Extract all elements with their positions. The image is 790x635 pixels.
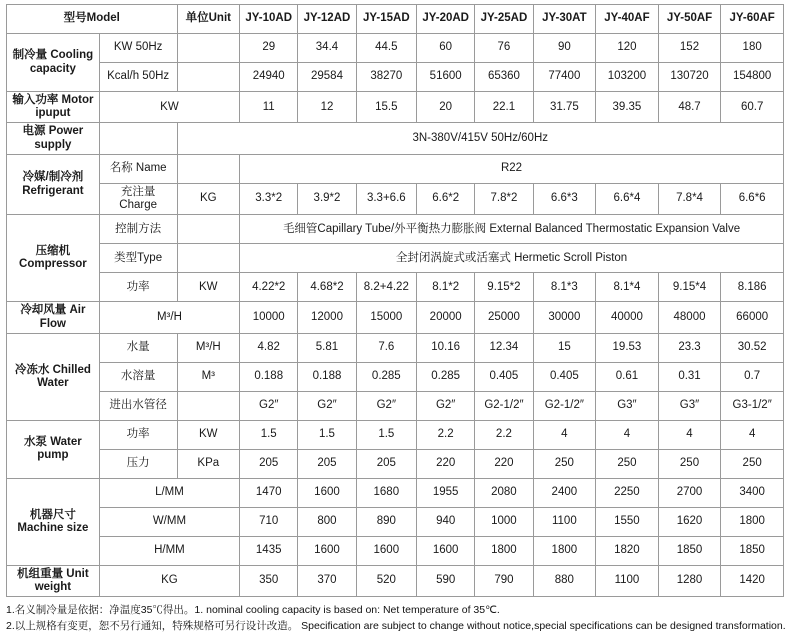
header-model-4: JY-20AD [417, 5, 475, 34]
row-sub-label [99, 123, 177, 154]
table-row [7, 420, 784, 449]
header-model-1: JY-10AD [240, 5, 298, 34]
row-value: 0.188 [240, 362, 298, 391]
table-row [7, 478, 784, 507]
row-value: 790 [475, 565, 533, 596]
row-unit-label [177, 215, 240, 244]
row-value: 15 [533, 333, 596, 362]
row-sub-label: 水溶量 [99, 362, 177, 391]
row-value: 29584 [298, 63, 356, 92]
row-value: 1420 [721, 565, 784, 596]
footnote-1: 1.名义制冷量是依据：净温度35℃得出。1. nominal cooling capacity is based on: Net temperature of 35℃. [6, 604, 500, 617]
row-value: 1850 [658, 536, 721, 565]
row-value: 1.5 [298, 420, 356, 449]
header-unit: 单位Unit [177, 5, 240, 34]
row-unit-label: KW [99, 92, 239, 123]
header-model-8: JY-50AF [658, 5, 721, 34]
row-value: 30000 [533, 302, 596, 333]
row-unit-label: KG [177, 183, 240, 214]
row-value: 2.2 [417, 420, 475, 449]
row-value: 15000 [356, 302, 416, 333]
row-value: 29 [240, 34, 298, 63]
row-value: 4 [658, 420, 721, 449]
row-value: 0.188 [298, 362, 356, 391]
row-value: 3400 [721, 478, 784, 507]
row-value: 7.8*4 [658, 183, 721, 214]
row-value: 1100 [596, 565, 659, 596]
row-value: 3.3*2 [240, 183, 298, 214]
row-value: 3.3+6.6 [356, 183, 416, 214]
row-value: 4 [596, 420, 659, 449]
row-value: 1280 [658, 565, 721, 596]
row-unit-label [177, 34, 240, 63]
header-model-5: JY-25AD [475, 5, 533, 34]
row-value: 19.53 [596, 333, 659, 362]
row-value: 8.2+4.22 [356, 273, 416, 302]
table-header-row [7, 5, 784, 34]
row-value: 31.75 [533, 92, 596, 123]
row-value: 1800 [475, 536, 533, 565]
header-model-2: JY-12AD [298, 5, 356, 34]
row-value: 103200 [596, 63, 659, 92]
table-row [7, 333, 784, 362]
row-value: 1850 [721, 536, 784, 565]
row-unit-label: KPa [177, 449, 240, 478]
row-full-value: 3N-380V/415V 50Hz/60Hz [177, 123, 784, 154]
row-value: G3″ [658, 391, 721, 420]
row-value: 0.61 [596, 362, 659, 391]
row-value: 22.1 [475, 92, 533, 123]
table-row [7, 244, 784, 273]
row-value: 12 [298, 92, 356, 123]
row-value: 39.35 [596, 92, 659, 123]
row-value: G3″ [596, 391, 659, 420]
header-model: 型号Model [7, 5, 178, 34]
row-value: 60 [417, 34, 475, 63]
row-value: 23.3 [658, 333, 721, 362]
row-value: 0.7 [721, 362, 784, 391]
row-value: 51600 [417, 63, 475, 92]
table-row [7, 123, 784, 154]
row-value: 11 [240, 92, 298, 123]
row-value: 48000 [658, 302, 721, 333]
row-value: 10.16 [417, 333, 475, 362]
row-group-label: 输入功率 Motor ipuput [7, 92, 100, 123]
row-group-label: 制冷量 Cooling capacity [7, 34, 100, 92]
row-value: 152 [658, 34, 721, 63]
row-group-label: 压缩机 Compressor [7, 215, 100, 302]
row-value: 1820 [596, 536, 659, 565]
row-value: 0.285 [356, 362, 416, 391]
row-value: 48.7 [658, 92, 721, 123]
row-value: 8.1*4 [596, 273, 659, 302]
row-value: 34.4 [298, 34, 356, 63]
row-value: 205 [356, 449, 416, 478]
row-value: 2700 [658, 478, 721, 507]
row-value: 3.9*2 [298, 183, 356, 214]
row-value: 890 [356, 507, 416, 536]
row-value: 8.186 [721, 273, 784, 302]
table-row [7, 391, 784, 420]
row-value: 2080 [475, 478, 533, 507]
row-value: 4 [721, 420, 784, 449]
row-unit-label [177, 63, 240, 92]
row-group-label: 电源 Power supply [7, 123, 100, 154]
table-row [7, 215, 784, 244]
row-value: 1550 [596, 507, 659, 536]
row-value: 250 [658, 449, 721, 478]
row-unit-label [177, 154, 240, 183]
row-value: 800 [298, 507, 356, 536]
row-value: 6.6*6 [721, 183, 784, 214]
table-row [7, 92, 784, 123]
header-model-7: JY-40AF [596, 5, 659, 34]
row-value: 4.68*2 [298, 273, 356, 302]
row-value: G2″ [417, 391, 475, 420]
row-value: 940 [417, 507, 475, 536]
row-unit-label: KW [177, 420, 240, 449]
row-value: 4.82 [240, 333, 298, 362]
row-full-value: 毛细管Capillary Tube/外平衡热力膨胀阀 External Balanced Thermostatic Expansion Valve [240, 215, 784, 244]
table-row [7, 34, 784, 63]
row-unit-label: H/MM [99, 536, 239, 565]
row-value: 1800 [721, 507, 784, 536]
row-value: 1600 [417, 536, 475, 565]
header-model-9: JY-60AF [721, 5, 784, 34]
row-value: 250 [721, 449, 784, 478]
row-value: 350 [240, 565, 298, 596]
row-sub-label: Kcal/h 50Hz [99, 63, 177, 92]
row-value: 20000 [417, 302, 475, 333]
table-row [7, 449, 784, 478]
row-value: 12000 [298, 302, 356, 333]
row-value: 370 [298, 565, 356, 596]
row-value: 20 [417, 92, 475, 123]
header-model-3: JY-15AD [356, 5, 416, 34]
footnotes [6, 603, 784, 635]
row-group-label: 冷却风量 Air Flow [7, 302, 100, 333]
footnote-2: 2.以上规格有变更，恕不另行通知，特殊规格可另行设计改造。 Specification are subject to change without notice,special specifications can be designed transformation. [6, 619, 786, 632]
row-value: 1680 [356, 478, 416, 507]
row-value: 0.405 [475, 362, 533, 391]
table-row [7, 302, 784, 333]
row-sub-label: 水量 [99, 333, 177, 362]
row-value: G2″ [298, 391, 356, 420]
row-sub-label: KW 50Hz [99, 34, 177, 63]
table-row [7, 507, 784, 536]
row-value: G2″ [356, 391, 416, 420]
row-sub-label: 功率 [99, 420, 177, 449]
row-value: 2400 [533, 478, 596, 507]
row-value: 520 [356, 565, 416, 596]
header-model-6: JY-30AT [533, 5, 596, 34]
row-value: 1.5 [356, 420, 416, 449]
table-row [7, 273, 784, 302]
row-value: 7.8*2 [475, 183, 533, 214]
row-value: 710 [240, 507, 298, 536]
row-sub-label: 进出水管径 [99, 391, 177, 420]
row-value: 154800 [721, 63, 784, 92]
row-value: 8.1*3 [533, 273, 596, 302]
row-value: G2-1/2″ [533, 391, 596, 420]
row-value: 0.405 [533, 362, 596, 391]
row-group-label: 冷媒/制冷剂 Refrigerant [7, 154, 100, 214]
row-value: 0.285 [417, 362, 475, 391]
row-group-label: 机器尺寸 Machine size [7, 478, 100, 565]
row-value: 1800 [533, 536, 596, 565]
table-row [7, 183, 784, 214]
row-value: 38270 [356, 63, 416, 92]
row-value: 880 [533, 565, 596, 596]
row-sub-label: 压力 [99, 449, 177, 478]
row-value: 4.22*2 [240, 273, 298, 302]
row-unit-label [177, 391, 240, 420]
row-value: 2.2 [475, 420, 533, 449]
row-full-value: R22 [240, 154, 784, 183]
row-unit-label: L/MM [99, 478, 239, 507]
row-unit-label: M³/H [177, 333, 240, 362]
row-value: 1470 [240, 478, 298, 507]
row-value: G2″ [240, 391, 298, 420]
row-value: 205 [240, 449, 298, 478]
row-value: 1620 [658, 507, 721, 536]
row-group-label: 水泵 Water pump [7, 420, 100, 478]
row-value: 6.6*2 [417, 183, 475, 214]
row-value: 24940 [240, 63, 298, 92]
row-sub-label: 类型Type [99, 244, 177, 273]
row-value: 220 [417, 449, 475, 478]
table-row [7, 362, 784, 391]
row-sub-label: 功率 [99, 273, 177, 302]
row-unit-label: M³ [177, 362, 240, 391]
row-value: 8.1*2 [417, 273, 475, 302]
row-value: 66000 [721, 302, 784, 333]
row-value: 220 [475, 449, 533, 478]
row-value: 1955 [417, 478, 475, 507]
row-value: 250 [533, 449, 596, 478]
row-unit-label: KG [99, 565, 239, 596]
row-value: 1100 [533, 507, 596, 536]
row-value: 250 [596, 449, 659, 478]
row-value: 60.7 [721, 92, 784, 123]
row-value: 9.15*2 [475, 273, 533, 302]
row-value: 1600 [356, 536, 416, 565]
row-unit-label: W/MM [99, 507, 239, 536]
row-value: 120 [596, 34, 659, 63]
row-value: 40000 [596, 302, 659, 333]
row-value: G2-1/2″ [475, 391, 533, 420]
row-value: 1600 [298, 536, 356, 565]
row-value: 1000 [475, 507, 533, 536]
row-value: 10000 [240, 302, 298, 333]
row-value: 130720 [658, 63, 721, 92]
table-row [7, 154, 784, 183]
row-value: 25000 [475, 302, 533, 333]
row-value: 6.6*4 [596, 183, 659, 214]
row-value: 4 [533, 420, 596, 449]
table-row [7, 565, 784, 596]
row-value: 15.5 [356, 92, 416, 123]
row-unit-label: M³/H [99, 302, 239, 333]
row-group-label: 冷冻水 Chilled Water [7, 333, 100, 420]
row-value: 1435 [240, 536, 298, 565]
specification-table [6, 4, 784, 597]
row-value: 76 [475, 34, 533, 63]
row-value: 65360 [475, 63, 533, 92]
row-value: 205 [298, 449, 356, 478]
row-value: 44.5 [356, 34, 416, 63]
row-sub-label: 控制方法 [99, 215, 177, 244]
row-value: 180 [721, 34, 784, 63]
table-row [7, 536, 784, 565]
row-value: 9.15*4 [658, 273, 721, 302]
row-value: 77400 [533, 63, 596, 92]
row-value: 2250 [596, 478, 659, 507]
row-value: 30.52 [721, 333, 784, 362]
row-sub-label: 充注量 Charge [99, 183, 177, 214]
row-value: 1.5 [240, 420, 298, 449]
row-full-value: 全封闭涡旋式或活塞式 Hermetic Scroll Piston [240, 244, 784, 273]
row-value: 7.6 [356, 333, 416, 362]
row-value: 6.6*3 [533, 183, 596, 214]
table-row [7, 63, 784, 92]
row-unit-label [177, 244, 240, 273]
row-sub-label: 名称 Name [99, 154, 177, 183]
row-value: 12.34 [475, 333, 533, 362]
row-value: 5.81 [298, 333, 356, 362]
row-value: 590 [417, 565, 475, 596]
row-value: 0.31 [658, 362, 721, 391]
row-value: 1600 [298, 478, 356, 507]
row-value: 90 [533, 34, 596, 63]
row-unit-label: KW [177, 273, 240, 302]
row-value: G3-1/2″ [721, 391, 784, 420]
row-group-label: 机组重量 Unit weight [7, 565, 100, 596]
